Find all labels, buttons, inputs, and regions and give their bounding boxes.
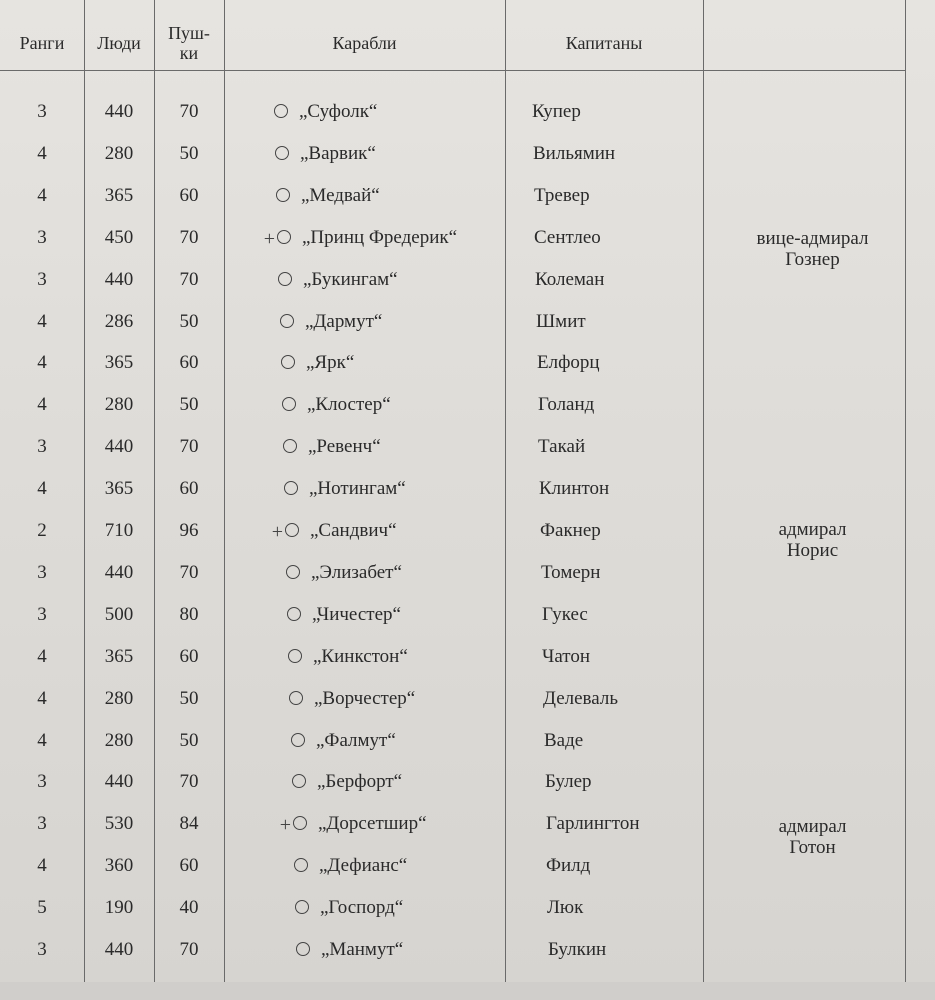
ship-name-cell: „Дармут“ [305,311,383,332]
rank-cell: 3 [37,269,47,290]
captain-cell: Шмит [536,311,586,332]
header-ships-label: Карабли [332,33,397,53]
ship-name-cell: „Медвай“ [301,185,380,206]
ship-name-cell: „Ворчестер“ [314,688,416,709]
captain-cell: Вильямин [533,143,616,164]
captain-cell: Елфорц [537,352,600,373]
rank-cell: 3 [37,101,47,122]
men-cell: 440 [104,436,134,457]
commander-note [705,519,920,561]
ship-name-cell: „Манмут“ [321,939,404,960]
table-row [0,471,935,507]
guns-cell: 60 [179,352,199,373]
ship-name-cell: „Дефианс“ [319,855,408,876]
ship-name-cell: „Клостер“ [307,394,391,415]
captain-cell: Факнер [540,520,601,541]
captain-cell: Сентлео [534,227,601,248]
ship-circle-icon [281,355,295,369]
header-captains-label: Капитаны [565,33,643,53]
guns-cell: 70 [179,939,199,960]
guns-cell: 50 [179,143,199,164]
ship-circle-icon [291,733,305,747]
captain-cell: Гукес [542,604,588,625]
guns-cell: 70 [179,227,199,248]
rank-cell: 3 [37,939,47,960]
ship-marker [247,262,292,298]
captain-cell: Колеман [535,269,605,290]
ship-name-cell: „Ярк“ [306,352,355,373]
guns-cell: 96 [179,520,199,541]
ship-name-cell: „Дорсетшир“ [318,813,427,834]
ship-marker [256,597,301,633]
captain-cell: Филд [546,855,591,876]
guns-cell: 60 [179,855,199,876]
header-guns-line2: ки [179,43,199,63]
ship-marker [252,429,297,465]
ship-marker [249,304,294,340]
ship-circle-icon [284,481,298,495]
header-guns-line1: Пуш- [168,23,210,43]
table-row [0,764,935,800]
ship-circle-icon [276,188,290,202]
commander-note [705,228,920,270]
rank-cell: 3 [37,604,47,625]
header-rank [0,18,84,68]
rank-cell: 4 [37,855,47,876]
captain-cell: Купер [532,101,581,122]
rank-cell: 4 [37,394,47,415]
ship-circle-icon [286,565,300,579]
ship-marker [260,723,305,759]
ship-name-cell: „Нотингам“ [309,478,406,499]
commander-name: Норис [786,540,839,561]
ship-circle-icon [283,439,297,453]
rank-cell: 2 [37,520,47,541]
ship-marker [261,764,306,800]
guns-cell: 70 [179,436,199,457]
men-cell: 360 [104,855,134,876]
men-cell: 440 [104,771,134,792]
ship-marker [251,387,296,423]
men-cell: 450 [104,227,134,248]
ship-name-cell: „Фалмут“ [316,730,396,751]
header-ships [224,18,505,68]
table-row [0,723,935,759]
guns-cell: 60 [179,646,199,667]
flagship-plus-icon: + [263,227,275,250]
captain-cell: Тревер [534,185,590,206]
rank-cell: 3 [37,562,47,583]
commander-name: Готон [789,837,836,858]
ship-name-cell: „Элизабет“ [311,562,402,583]
table-row [0,597,935,633]
ship-circle-icon [278,272,292,286]
ship-circle-icon [294,858,308,872]
ship-marker [244,136,289,172]
header-men-label: Люди [97,33,141,53]
table-row [0,136,935,172]
bottom-strip [0,982,935,1000]
table-row [0,304,935,340]
men-cell: 440 [104,101,134,122]
table-row [0,681,935,717]
guns-cell: 50 [179,311,199,332]
commander-title: адмирал [778,816,847,837]
header-captains [505,18,703,68]
ship-marker [264,890,309,926]
header-men [84,18,154,68]
men-cell: 365 [104,646,134,667]
ship-name-cell: „Суфолк“ [299,101,378,122]
men-cell: 710 [104,520,134,541]
guns-cell: 70 [179,562,199,583]
captain-cell: Голанд [538,394,595,415]
table-row [0,387,935,423]
ship-name-cell: „Кинкстон“ [313,646,408,667]
ship-circle-icon [292,774,306,788]
table-row [0,890,935,926]
ship-marker [263,848,308,884]
captain-cell: Делеваль [543,688,619,709]
guns-cell: 40 [179,897,199,918]
ship-marker [265,932,310,968]
ship-circle-icon [277,230,291,244]
captain-cell: Ваде [544,730,584,751]
captain-cell: Булкин [548,939,607,960]
rank-cell: 3 [37,813,47,834]
captain-cell: Томерн [541,562,601,583]
guns-cell: 50 [179,730,199,751]
men-cell: 280 [104,688,134,709]
ship-marker [254,513,299,549]
guns-cell: 84 [179,813,199,834]
header-rule [0,70,905,71]
men-cell: 500 [104,604,134,625]
ship-marker [246,220,291,256]
guns-cell: 70 [179,269,199,290]
table-row [0,639,935,675]
men-cell: 365 [104,352,134,373]
men-cell: 286 [104,311,134,332]
guns-cell: 50 [179,394,199,415]
men-cell: 530 [104,813,134,834]
ship-marker [262,806,307,842]
captain-cell: Гарлингтон [546,813,640,834]
guns-cell: 60 [179,185,199,206]
ship-circle-icon [289,691,303,705]
ship-marker [253,471,298,507]
table-row [0,94,935,130]
men-cell: 440 [104,939,134,960]
ship-marker [245,178,290,214]
header-rank-label: Ранги [19,33,65,53]
captain-cell: Клинтон [539,478,610,499]
table-row [0,932,935,968]
ship-circle-icon [282,397,296,411]
guns-cell: 70 [179,771,199,792]
ship-name-cell: „Принц Фредерик“ [302,227,458,248]
rank-cell: 4 [37,688,47,709]
flagship-plus-icon: + [271,520,283,543]
rank-cell: 3 [37,436,47,457]
ship-marker [258,681,303,717]
rank-cell: 4 [37,185,47,206]
ship-circle-icon [293,816,307,830]
rank-cell: 5 [37,897,47,918]
header-guns [154,18,224,68]
flagship-plus-icon: + [279,813,291,836]
commander-name: Гознер [785,249,840,270]
men-cell: 280 [104,394,134,415]
ship-marker [255,555,300,591]
ship-circle-icon [296,942,310,956]
ship-name-cell: „Госпорд“ [320,897,404,918]
ship-circle-icon [287,607,301,621]
ship-name-cell: „Чичестер“ [312,604,401,625]
captain-cell: Чатон [542,646,591,667]
men-cell: 365 [104,478,134,499]
men-cell: 440 [104,562,134,583]
men-cell: 365 [104,185,134,206]
rank-cell: 4 [37,352,47,373]
captain-cell: Такай [538,436,586,457]
ship-marker [257,639,302,675]
ship-circle-icon [285,523,299,537]
guns-cell: 50 [179,688,199,709]
guns-cell: 80 [179,604,199,625]
rank-cell: 4 [37,311,47,332]
table-row [0,178,935,214]
guns-cell: 70 [179,101,199,122]
rank-cell: 4 [37,646,47,667]
ship-name-cell: „Букингам“ [303,269,398,290]
men-cell: 280 [104,143,134,164]
men-cell: 440 [104,269,134,290]
rank-cell: 4 [37,143,47,164]
ship-circle-icon [275,146,289,160]
ship-circle-icon [274,104,288,118]
captain-cell: Люк [547,897,584,918]
ship-name-cell: „Берфорт“ [317,771,403,792]
ship-circle-icon [280,314,294,328]
commander-title: вице-адмирал [756,228,869,249]
commander-note [705,816,920,858]
ship-name-cell: „Ревенч“ [308,436,381,457]
table-row [0,429,935,465]
rank-cell: 3 [37,227,47,248]
rank-cell: 4 [37,478,47,499]
ship-name-cell: „Варвик“ [300,143,376,164]
ship-name-cell: „Сандвич“ [310,520,397,541]
ship-circle-icon [288,649,302,663]
men-cell: 280 [104,730,134,751]
rank-cell: 4 [37,730,47,751]
rank-cell: 3 [37,771,47,792]
table-row [0,345,935,381]
ship-marker [243,94,288,130]
commander-title: адмирал [778,519,847,540]
guns-cell: 60 [179,478,199,499]
ship-circle-icon [295,900,309,914]
men-cell: 190 [104,897,134,918]
captain-cell: Булер [545,771,592,792]
ship-marker [250,345,295,381]
